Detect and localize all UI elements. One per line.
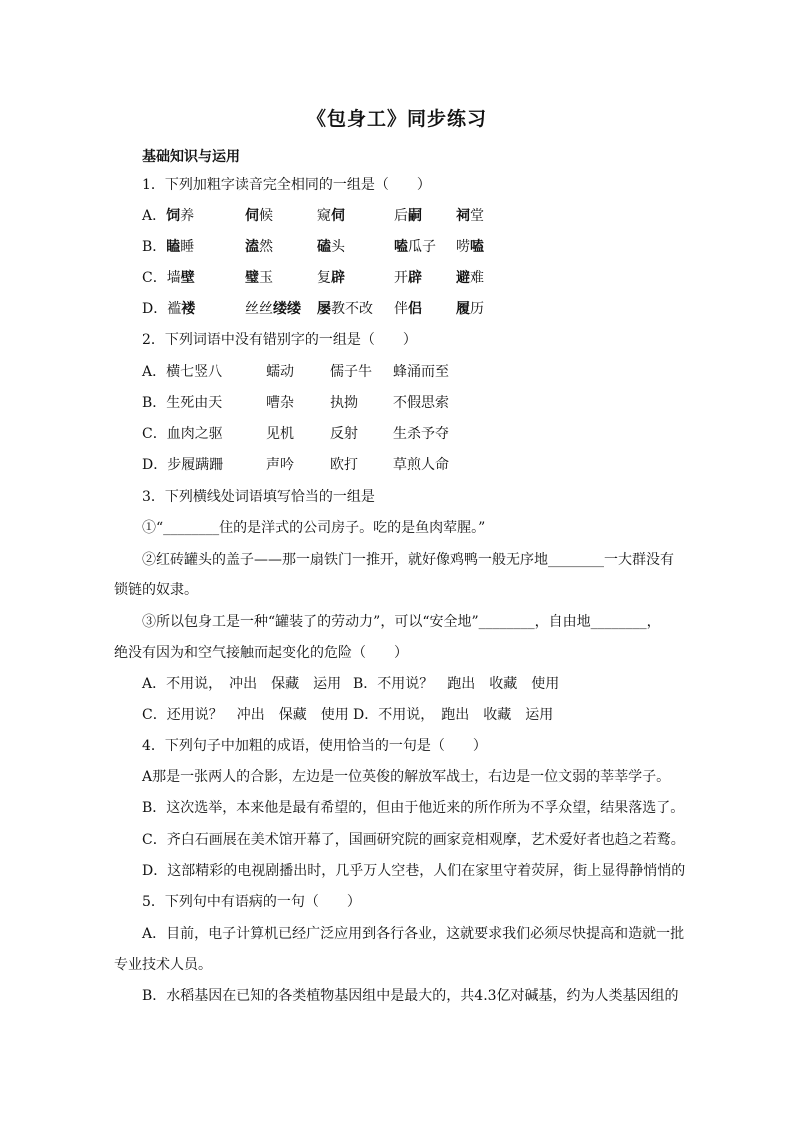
character-text: 教不改 (331, 301, 373, 317)
q2-option-label: C． (142, 426, 167, 442)
bold-character: 壁 (180, 270, 195, 286)
word-text: 生杀予夺 (393, 426, 449, 442)
bold-character: 侣 (408, 301, 422, 317)
character-text: 窥 (317, 208, 331, 224)
q1-option-item (394, 207, 422, 225)
q2-option-item (266, 363, 294, 381)
q1-option-item (317, 238, 345, 256)
q1-option-item (317, 207, 345, 225)
character-text: 睡 (180, 239, 195, 255)
q2-option-item (142, 363, 222, 381)
q1-option-item (142, 238, 194, 256)
q1-option-item (142, 207, 194, 225)
word-text: 步履蹒跚 (167, 457, 224, 473)
character-text: 复 (317, 270, 331, 286)
question-4-option-a: A那是一张两人的合影，左边是一位英俊的解放军战士，右边是一位文弱的莘莘学子。 (142, 769, 671, 785)
word-text: 横七竖八 (166, 364, 223, 380)
q2-option-item (393, 394, 449, 412)
q2-option-item (330, 394, 358, 412)
q2-option-label: A． (142, 364, 167, 380)
question-3-sentence-1: ①“________住的是洋式的公司房子。吃的是鱼肉荤腥。” (142, 520, 486, 536)
bold-character: 辟 (408, 270, 422, 286)
q2-option-item (330, 425, 358, 443)
question-3-sentence-3-cont: 绝没有因为和空气接触而起变化的危险（ ） (114, 645, 408, 661)
q1-option-item (317, 269, 345, 287)
character-text: 开 (394, 270, 408, 286)
page-title: 《包身工》同步练习 (306, 108, 487, 130)
bold-character: 瞌 (166, 239, 181, 255)
word-text: 蠕动 (266, 364, 294, 380)
character-text: 然 (259, 239, 273, 255)
question-5-stem: 5．下列句中有语病的一句（ ） (142, 894, 361, 910)
question-1-stem: 1．下列加粗字读音完全相同的一组是（ ） (142, 177, 431, 193)
q1-option-item (142, 269, 195, 287)
bold-character: 溘 (245, 239, 259, 255)
question-4-option-d: D．这部精彩的电视剧播出时，几乎万人空巷，人们在家里守着荧屏，街上显得静悄悄的 (142, 863, 686, 879)
bold-character: 避 (456, 270, 470, 286)
word-text: 生死由天 (166, 395, 223, 411)
bold-character: 嗣 (408, 208, 422, 224)
q2-option-item (266, 394, 294, 412)
character-text: 丝丝 (245, 301, 273, 317)
question-3-option-c: C．还用说？ 冲出 保藏 使用 (142, 707, 349, 723)
q1-option-label: A． (142, 208, 167, 224)
character-text: 褴 (167, 301, 182, 317)
q2-option-item (142, 456, 223, 474)
word-text: 儒子牛 (330, 364, 372, 380)
q1-option-item (142, 300, 195, 318)
question-3-option-a: A．不用说， 冲出 保藏 运用 (142, 676, 342, 692)
bold-character: 璧 (245, 270, 259, 286)
q2-option-item (393, 456, 449, 474)
question-2-stem: 2．下列词语中没有错别字的一组是（ ） (142, 332, 417, 348)
q1-option-item (317, 300, 373, 318)
q1-option-item (394, 238, 436, 256)
bold-character: 嗑 (470, 239, 484, 255)
bold-character: 伺 (245, 208, 259, 224)
q1-option-item (245, 238, 273, 256)
q2-option-item (330, 456, 358, 474)
bold-character: 伺 (331, 208, 345, 224)
bold-character: 屡 (317, 301, 331, 317)
bold-character: 缕缕 (273, 301, 301, 317)
q2-option-item (266, 456, 294, 474)
character-text: 瓜子 (408, 239, 436, 255)
q1-option-item (394, 300, 422, 318)
word-text: 草煎人命 (393, 457, 449, 473)
question-5-option-a-cont: 专业技术人员。 (114, 957, 212, 973)
question-3-option-d: D．不用说， 跑出 收藏 运用 (353, 707, 554, 723)
character-text: 唠 (456, 239, 470, 255)
q1-option-item (456, 300, 484, 318)
character-text: 候 (259, 208, 273, 224)
question-4-option-b: B．这次选举，本来他是最有希望的，但由于他近来的所作所为不孚众望，结果落选了。 (142, 800, 685, 816)
question-5-option-b: B．水稻基因在已知的各类植物基因组中是最大的，共4.3亿对碱基，约为人类基因组的 (142, 988, 679, 1004)
section-heading: 基础知识与运用 (142, 149, 240, 165)
bold-character: 祠 (456, 208, 470, 224)
q1-option-item (245, 269, 273, 287)
word-text: 反射 (330, 426, 358, 442)
question-4-option-c: C．齐白石画展在美术馆开幕了，国画研究院的画家竞相观摩，艺术爱好者也趋之若鹜。 (142, 832, 685, 848)
character-text: 堂 (470, 208, 484, 224)
question-3-stem: 3．下列横线处词语填写恰当的一组是 (142, 489, 375, 505)
word-text: 见机 (266, 426, 294, 442)
character-text: 历 (470, 301, 484, 317)
bold-character: 磕 (317, 239, 331, 255)
bold-character: 辟 (331, 270, 345, 286)
q2-option-label: D． (142, 457, 168, 473)
question-3-sentence-2-cont: 锁链的奴隶。 (114, 582, 198, 598)
q1-option-item (456, 207, 484, 225)
bold-character: 饲 (166, 208, 181, 224)
q2-option-item (142, 425, 223, 443)
q2-option-item (142, 394, 222, 412)
word-text: 嘈杂 (266, 395, 294, 411)
q1-option-label: C． (142, 270, 167, 286)
q1-option-item (245, 300, 301, 318)
character-text: 伴 (394, 301, 408, 317)
q1-option-item (456, 238, 484, 256)
q2-option-label: B． (142, 395, 167, 411)
question-4-stem: 4．下列句子中加粗的成语，使用恰当的一句是（ ） (142, 738, 487, 754)
character-text: 养 (180, 208, 195, 224)
question-3-sentence-2: ②红砖罐头的盖子——那一扇铁门一推开，就好像鸡鸭一般无序地________一大群没有 (142, 552, 674, 568)
q2-option-item (393, 425, 449, 443)
character-text: 玉 (259, 270, 273, 286)
q2-option-item (393, 363, 449, 381)
character-text: 墙 (166, 270, 181, 286)
character-text: 难 (470, 270, 484, 286)
word-text: 血肉之驱 (166, 426, 223, 442)
word-text: 蜂涌而至 (393, 364, 449, 380)
q1-option-item (456, 269, 484, 287)
word-text: 不假思索 (393, 395, 449, 411)
question-5-option-a: A．目前，电子计算机已经广泛应用到各行各业，这就要求我们必须尽快提高和造就一批 (142, 926, 685, 942)
character-text: 后 (394, 208, 408, 224)
question-3-sentence-3: ③所以包身工是一种“罐装了的劳动力”，可以“安全地”________，自由地________， (142, 614, 661, 630)
q1-option-label: B． (142, 239, 167, 255)
q1-option-item (245, 207, 273, 225)
question-3-option-b: B．不用说？ 跑出 收藏 使用 (353, 676, 560, 692)
character-text: 头 (331, 239, 345, 255)
word-text: 声吟 (266, 457, 294, 473)
word-text: 执拗 (330, 395, 358, 411)
bold-character: 嗑 (394, 239, 408, 255)
word-text: 欧打 (330, 457, 358, 473)
q1-option-item (394, 269, 422, 287)
bold-character: 褛 (181, 301, 196, 317)
q1-option-label: D． (142, 301, 168, 317)
bold-character: 履 (456, 301, 470, 317)
q2-option-item (266, 425, 294, 443)
q2-option-item (330, 363, 372, 381)
